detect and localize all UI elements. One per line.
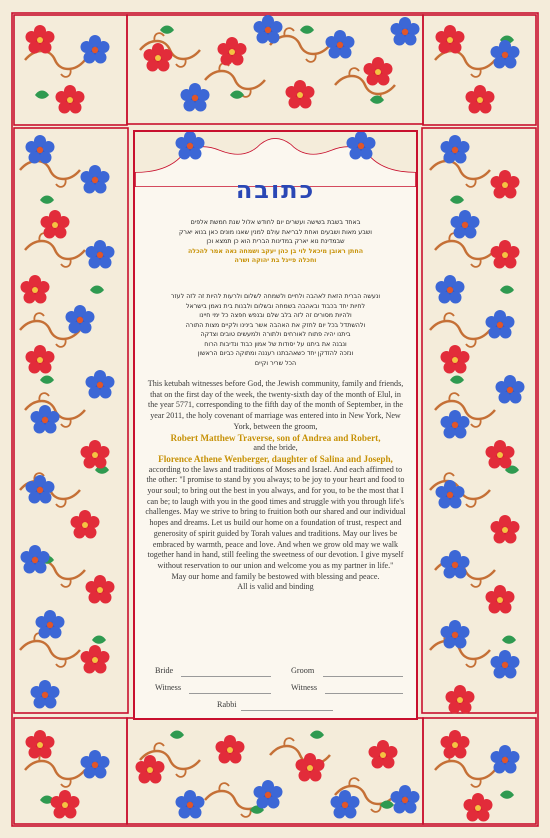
hebrew-vows xyxy=(145,292,406,368)
hebrew-line: ולהיות מסורים זה לזה בלב שלם ובנפש חפצה כל ימי חיינו xyxy=(199,312,352,319)
hebrew-bride-line: וחכלה פייגל בת יהוקה ושרה xyxy=(234,257,317,264)
hebrew-closing: הכל שריר וקיים xyxy=(254,359,297,367)
hebrew-line: ושבע מאות ושבעים ואחת לבריאת עולם למנין שאנו מונים כאן בנוא יארק xyxy=(178,228,373,236)
english-paragraph-vows: according to the laws and traditions of Moses and Israel. And each affirmed to the other: "I promise to stand by you always; to be joy to your heart and food to your soul; to bring out the best in you always, and for you, to be the most that I can be; to laugh with you in the good times and struggle with you through life's challenges. May we strive to bring to fruition both our shared and our individual hopes and dreams. Let us build our home on a foundation of trust, respect and generosity of spirit guided by Torah values and traditions. May our lives be embraced by warmth, peace and love. And when we grow old may we walk together hand in hand, still feeling the sweetness of our devotion. I give myself without reservation to our union and welcome you as my partner in life." xyxy=(145,464,406,570)
rabbi-signature-label: Rabbi xyxy=(217,700,237,709)
groom-signature-label: Groom xyxy=(291,666,315,675)
rabbi-signature-line[interactable] xyxy=(241,710,333,711)
hebrew-line: ביתנו יהיה פתוח לאורחים ולתורה ולמעשים טובים וצדקה xyxy=(200,331,351,338)
text-panel xyxy=(133,130,418,720)
bride-signature-line[interactable] xyxy=(181,676,271,677)
english-blessing: May our home and family be bestowed with blessing and peace. xyxy=(171,571,380,581)
valid-and-binding: All is valid and binding xyxy=(237,582,314,592)
witness1-signature-line[interactable] xyxy=(189,693,271,694)
and-the-bride: and the bride, xyxy=(253,443,298,453)
bride-signature-label: Bride xyxy=(155,666,174,675)
hebrew-line: באחד בשבת בשישה ועשרים יום לחודש אלול שנת חמשת אלפים xyxy=(190,219,361,226)
groom-signature-line[interactable] xyxy=(323,676,403,677)
hebrew-line: ונעשה הברית הזאת לאהבה ולחיים ולשמחה לשלום ולרעות להיות זה לזה לעזר xyxy=(170,293,381,300)
bride-name: Florence Athene Wenberger, daughter of Salina and Joseph, xyxy=(158,453,393,464)
english-paragraph-intro: This ketubah witnesses before God, the Jewish community, family and friends, that on the first day of the week, the twenty-sixth day of the month of Elul, in the year 5771, corresponding to the fifth day of the month of September, in the year 2011, the holy covenant of marriage was entered into in New York, New York, between the groom, xyxy=(147,379,404,431)
hebrew-line: ונבנה את ביתנו על יסודות של אמון כבוד ונדיבות הרוח xyxy=(204,340,347,348)
english-text xyxy=(145,379,406,593)
witness2-signature-label: Witness xyxy=(291,683,318,692)
witness1-signature-label: Witness xyxy=(155,683,182,692)
hebrew-line: ונזכה להזדקן יחד כשאהבתנו רעננה ומתוקה כביום הראשון xyxy=(197,350,354,357)
hebrew-groom-line: החתן ראובן מיכאל לוי בן כהן יעקב ושמחה נאה אמר להכלה xyxy=(187,247,364,255)
hebrew-line: לחיות יחד בכבוד ובאהבה בשמחה ובשלום ולבנות בית נאמן בישראל xyxy=(185,302,366,310)
groom-name: Robert Matthew Traverse, son of Andrea and Robert, xyxy=(170,432,381,443)
signature-block xyxy=(145,664,406,715)
hebrew-line: ולהשתדל בכל יום לחזק את האהבה אשר בינינו ולקיים מצות התורה xyxy=(185,321,366,329)
hebrew-line: שבמדינת נוא יארק במדינות הברית הוא כן תמצא וכן xyxy=(206,238,345,245)
hebrew-opening xyxy=(145,218,406,266)
witness2-signature-line[interactable] xyxy=(325,693,403,694)
ketubah-title: כתובה xyxy=(235,176,316,204)
